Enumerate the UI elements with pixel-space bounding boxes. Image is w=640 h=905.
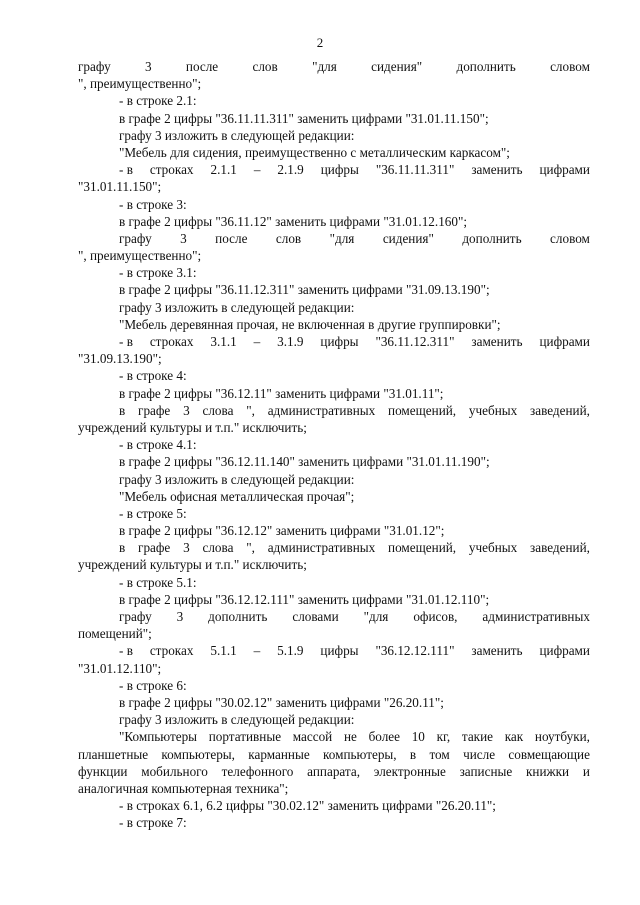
word: - в — [119, 334, 133, 349]
word: числе — [463, 746, 496, 762]
text-line: - в строке 4.1: — [119, 437, 197, 453]
word: 3 — [144, 59, 152, 74]
text-line: - в строке 5: — [119, 505, 187, 521]
text-line: графу 3 изложить в следующей редакции: — [119, 471, 355, 487]
word: компьютеры, — [161, 746, 235, 762]
word: строках — [149, 334, 194, 349]
word: 3 — [176, 609, 184, 624]
word: как — [504, 729, 524, 745]
word: заменить — [471, 162, 523, 178]
text-line — [78, 402, 590, 419]
document-body — [78, 58, 590, 831]
word: "36.12.12.111" — [375, 643, 455, 659]
word: аппарата, — [307, 763, 360, 779]
word: заведений, — [530, 540, 590, 556]
word: словами — [292, 609, 339, 624]
word: цифрами — [539, 334, 590, 349]
word: 3 — [183, 540, 190, 556]
text-line: учреждений культуры и т.п." исключить; — [78, 419, 307, 435]
word: "для — [363, 609, 389, 624]
word: такие — [461, 729, 494, 745]
word: сидения" — [371, 59, 423, 74]
word: и — [582, 763, 590, 779]
text-line: в графе 2 цифры "36.12.11" заменить цифрами "31.01.11"; — [119, 385, 444, 401]
word: заменить — [471, 643, 523, 659]
page-number: 2 — [316, 35, 324, 50]
word: – — [253, 643, 261, 659]
text-line — [78, 58, 590, 75]
text-line: - в строке 6: — [119, 677, 187, 693]
word: 3 — [180, 230, 187, 246]
text-line: в графе 2 цифры "36.11.12" заменить цифрами "31.01.12.160"; — [119, 213, 468, 229]
text-line: графу 3 изложить в следующей редакции: — [119, 712, 355, 728]
text-line: - в строке 7: — [119, 815, 187, 831]
word: том — [429, 746, 450, 762]
word: 3.1.9 — [277, 334, 304, 349]
text-line — [78, 746, 590, 763]
word: - в — [119, 162, 133, 178]
word: книжки — [526, 763, 570, 779]
word: ", — [246, 540, 255, 556]
word: помещений, — [388, 402, 457, 418]
text-line: "Мебель для сидения, преимущественно с металлическим каркасом"; — [119, 144, 510, 160]
text-line: в графе 2 цифры "30.02.12" заменить цифрами "26.20.11"; — [119, 694, 444, 710]
word: "для — [329, 230, 355, 246]
word: "36.11.12.311" — [375, 334, 455, 349]
word: словом — [550, 59, 590, 74]
word: функции — [78, 763, 128, 779]
word: строках — [149, 162, 194, 178]
text-line — [78, 642, 590, 659]
text-line — [78, 728, 590, 745]
text-line: - в строке 3: — [119, 196, 187, 212]
text-line: ", преимущественно"; — [78, 76, 202, 92]
text-line — [78, 333, 590, 350]
word: 5.1.1 — [210, 643, 237, 659]
word: 2.1.9 — [277, 162, 304, 178]
word: 3 — [183, 402, 190, 418]
word: в — [119, 402, 126, 418]
text-line — [78, 763, 590, 780]
word: цифрами — [539, 162, 590, 178]
word: учебных — [468, 402, 518, 418]
word: более — [368, 729, 400, 745]
word: планшетные — [78, 746, 149, 762]
word: электронные — [373, 763, 446, 779]
text-line: в графе 2 цифры "36.11.12.311" заменить цифрами "31.09.13.190"; — [119, 282, 490, 298]
text-line: графу 3 изложить в следующей редакции: — [119, 127, 355, 143]
word: мобильного — [141, 763, 208, 779]
word: массой — [292, 729, 333, 745]
word: 2.1.1 — [210, 162, 237, 178]
word: слов — [252, 59, 278, 74]
text-line: в графе 2 цифры "36.12.12" заменить цифрами "31.01.12"; — [119, 523, 445, 539]
word: ", — [246, 402, 255, 418]
word: в — [409, 746, 417, 762]
word: 3.1.1 — [210, 334, 237, 349]
word: в — [119, 540, 126, 556]
word: 5.1.9 — [277, 643, 304, 659]
text-line: в графе 2 цифры "36.12.12.111" заменить цифрами "31.01.12.110"; — [119, 591, 490, 607]
word: не — [343, 729, 357, 745]
word: слова — [202, 402, 234, 418]
word: портативные — [208, 729, 282, 745]
word: "Компьютеры — [119, 729, 198, 745]
text-line: аналогичная компьютерная техника"; — [78, 780, 289, 796]
text-line: ", преимущественно"; — [78, 248, 202, 264]
word: сидения" — [382, 230, 434, 246]
text-line: учреждений культуры и т.п." исключить; — [78, 557, 307, 573]
text-line: - в строке 3.1: — [119, 265, 197, 281]
text-line: - в строке 4: — [119, 368, 187, 384]
text-line — [78, 539, 590, 556]
text-line: "Мебель офисная металлическая прочая"; — [119, 488, 355, 504]
word: графе — [138, 402, 171, 418]
word: после — [185, 59, 219, 74]
word: учебных — [468, 540, 518, 556]
text-line: "31.01.12.110"; — [78, 660, 162, 676]
word: дополнить — [208, 609, 268, 624]
word: карманные — [248, 746, 310, 762]
word: "для — [312, 59, 337, 74]
text-line — [78, 161, 590, 178]
word: графу — [119, 230, 152, 246]
word: дополнить — [462, 230, 522, 246]
text-line: в графе 2 цифры "36.12.11.140" заменить цифрами "31.01.11.190"; — [119, 454, 490, 470]
word: кг, — [436, 729, 451, 745]
word: слов — [275, 230, 302, 246]
text-line: графу 3 изложить в следующей редакции: — [119, 299, 355, 315]
word: графу — [119, 609, 152, 624]
text-line — [78, 230, 590, 247]
word: графу — [78, 59, 111, 74]
text-line: в графе 2 цифры "36.11.11.311" заменить цифрами "31.01.11.150"; — [119, 110, 489, 126]
word: "36.11.11.311" — [375, 162, 455, 178]
text-line: "31.01.11.150"; — [78, 179, 162, 195]
word: 10 — [411, 729, 425, 745]
word: телефонного — [221, 763, 294, 779]
word: цифры — [320, 162, 359, 178]
word: записные — [459, 763, 513, 779]
word: помещений, — [388, 540, 457, 556]
word: цифрами — [539, 643, 590, 659]
text-line: помещений"; — [78, 626, 152, 642]
text-line: - в строках 6.1, 6.2 цифры "30.02.12" заменить цифрами "26.20.11"; — [119, 798, 496, 814]
word: – — [253, 334, 261, 349]
word: цифры — [320, 334, 359, 349]
text-line: "31.09.13.190"; — [78, 351, 162, 367]
text-line — [78, 608, 590, 625]
word: совмещающие — [508, 746, 590, 762]
word: - в — [119, 643, 133, 659]
text-line: - в строке 5.1: — [119, 574, 197, 590]
word: – — [253, 162, 261, 178]
text-line: - в строке 2.1: — [119, 93, 197, 109]
word: графе — [138, 540, 171, 556]
word: административных — [482, 609, 590, 624]
word: слова — [202, 540, 234, 556]
word: компьютеры, — [323, 746, 397, 762]
word: словом — [550, 230, 590, 246]
word: заведений, — [530, 402, 590, 418]
word: дополнить — [456, 59, 516, 74]
word: заменить — [471, 334, 523, 349]
word: строках — [149, 643, 194, 659]
word: административных — [267, 540, 376, 556]
word: офисов, — [413, 609, 458, 624]
word: ноутбуки, — [534, 729, 590, 745]
word: административных — [267, 402, 376, 418]
word: после — [215, 230, 248, 246]
word: цифры — [320, 643, 359, 659]
text-line: "Мебель деревянная прочая, не включенная в другие группировки"; — [119, 316, 501, 332]
